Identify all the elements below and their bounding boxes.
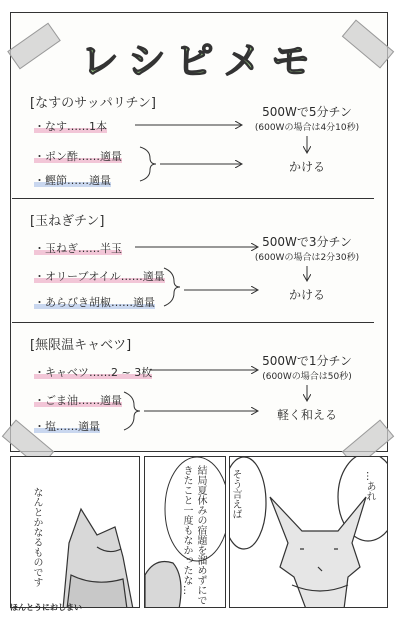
- comic-panel-2: [144, 456, 226, 608]
- recipe-title: レシピメモ: [80, 39, 320, 83]
- ingredient: ・ポン酢……適量: [34, 150, 122, 163]
- step-microwave: 500Wで5分チン: [262, 105, 352, 119]
- ingredient: ・オリーブオイル……適量: [34, 270, 165, 283]
- speech-bubble-text: そう言えば: [230, 469, 241, 519]
- brace: [124, 392, 140, 430]
- section-heading: [玉ねぎチン]: [30, 214, 105, 229]
- ingredient: ・塩……適量: [34, 420, 100, 433]
- step-final: 軽く和える: [276, 408, 337, 422]
- step-microwave: 500Wで1分チン: [262, 354, 352, 368]
- step-note: (600Wの場合は50秒): [262, 372, 352, 382]
- thought-bubble-text: 結局夏休みの宿題を溜めずにできたこと一度もなかったな…: [181, 465, 206, 605]
- ingredient: ・あらびき胡椒……適量: [34, 296, 155, 309]
- step-microwave: 500Wで3分チン: [262, 235, 352, 249]
- panel-narration: なんとかなるものです: [31, 487, 42, 587]
- step-final: かける: [288, 160, 325, 174]
- ingredient: ・キャベツ……2 ~ 3枚: [34, 366, 153, 379]
- step-note: (600Wの場合は4分10秒): [254, 123, 360, 133]
- ingredient: ・なす……1本: [34, 120, 107, 133]
- step-final: かける: [288, 288, 325, 302]
- brace: [140, 147, 156, 181]
- ingredient: ・玉ねぎ……半玉: [34, 242, 122, 255]
- comic-panel-3: [229, 456, 388, 608]
- section-heading: [無限温キャベツ]: [30, 338, 132, 353]
- footer-caption: ほんとうにおしまい: [10, 603, 82, 612]
- brace: [164, 268, 180, 306]
- section-heading: [なすのサッパリチン]: [30, 96, 156, 111]
- step-note: (600Wの場合は2分30秒): [254, 253, 360, 263]
- ingredient: ・ごま油……適量: [34, 394, 122, 407]
- ingredient: ・鰹節……適量: [34, 174, 111, 187]
- comic-panel-1: [10, 456, 140, 608]
- speech-bubble-text: …あれ: [364, 471, 375, 501]
